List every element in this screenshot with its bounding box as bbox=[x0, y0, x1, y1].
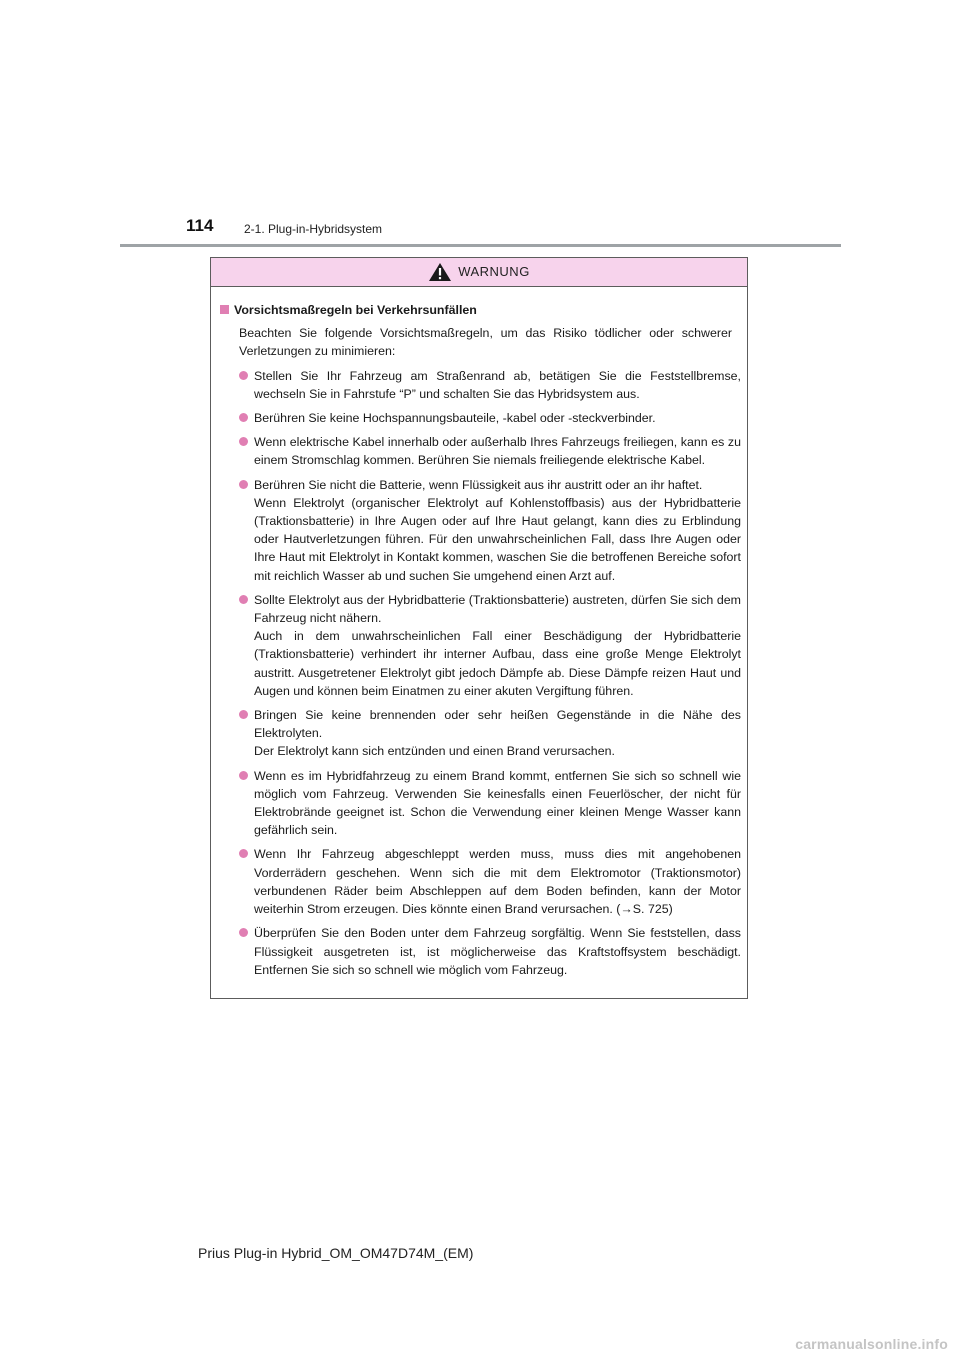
bullet-paragraph: Wenn es im Hybridfahrzeug zu einem Brand kommt, entfernen Sie sich so schnell wie möglich vom Fahrzeug. Verwenden Sie keinesfalls einen Feuerlöscher, der nicht für Elektrobrände geeignet ist. Schon die Verwendung einer kleinen Menge Wasser kann gefährlich sein. bbox=[254, 768, 741, 838]
bullet-item bbox=[239, 767, 741, 840]
bullet-text bbox=[254, 767, 741, 840]
watermark: carmanualsonline.info bbox=[795, 1336, 948, 1352]
warning-box bbox=[210, 257, 748, 999]
bullet-text bbox=[254, 845, 741, 918]
bullet-text bbox=[254, 476, 741, 585]
bullet-paragraph: Stellen Sie Ihr Fahrzeug am Straßenrand ab, betätigen Sie die Feststellbremse, wechseln Sie in Fahrstufe “P” und schalten Sie das Hybridsystem aus. bbox=[254, 368, 741, 401]
bullet-paragraph: Bringen Sie keine brennenden oder sehr heißen Gegenstände in die Nähe des Elektrolyten. bbox=[254, 708, 741, 741]
circle-bullet-icon bbox=[239, 928, 248, 937]
warning-heading: Vorsichtsmaßregeln bei Verkehrsunfällen bbox=[234, 303, 477, 317]
bullet-item bbox=[239, 706, 741, 761]
bullet-item bbox=[239, 845, 741, 918]
warning-label: WARNUNG bbox=[458, 264, 530, 279]
circle-bullet-icon bbox=[239, 480, 248, 489]
bullet-text bbox=[254, 924, 741, 979]
warning-header bbox=[211, 258, 747, 287]
circle-bullet-icon bbox=[239, 710, 248, 719]
circle-bullet-icon bbox=[239, 595, 248, 604]
bullet-paragraph: Wenn Elektrolyt (organischer Elektrolyt auf Kohlenstoffbasis) aus der Hybridbatterie (Traktionsbatterie) in Ihre Augen oder auf Ihre Haut gelangt, kann dies zu Erblindung oder Hautverletzungen führen. Für den unwahrscheinlichen Fall, dass Ihre Augen oder Ihre Haut mit Elektrolyt in Kontakt kommen, waschen Sie die betroffenen Bereiche sofort mit reichlich Wasser ab und suchen Sie umgehend einen Arzt auf. bbox=[254, 495, 741, 583]
warning-heading-row bbox=[220, 301, 741, 319]
circle-bullet-icon bbox=[239, 371, 248, 380]
circle-bullet-icon bbox=[239, 849, 248, 858]
document-id: Prius Plug-in Hybrid_OM_OM47D74M_(EM) bbox=[198, 1245, 474, 1261]
bullet-text bbox=[254, 433, 741, 469]
bullet-paragraph: Wenn Ihr Fahrzeug abgeschleppt werden muss, muss dies mit angehobenen Vorderrädern geschehen. Wenn sich die mit dem Elektromotor (Traktionsmotor) verbundenen Räder beim Abschleppen auf dem Boden befinden, kann der Motor weiterhin Strom erzeugen. Dies könnte einen Brand verursachen. (→S. 725) bbox=[254, 847, 741, 917]
bullet-item bbox=[239, 476, 741, 585]
circle-bullet-icon bbox=[239, 437, 248, 446]
warning-triangle-icon bbox=[428, 262, 452, 282]
bullet-paragraph: Berühren Sie keine Hochspannungsbauteile, -kabel oder -steckverbinder. bbox=[254, 411, 656, 426]
bullet-paragraph: Der Elektrolyt kann sich entzünden und einen Brand verursachen. bbox=[254, 744, 615, 759]
bullet-item bbox=[239, 433, 741, 469]
bullet-text bbox=[254, 591, 741, 700]
bullet-item bbox=[239, 924, 741, 979]
warning-intro: Beachten Sie folgende Vorsichtsmaßregeln, um das Risiko tödlicher oder schwerer Verletzungen zu minimieren: bbox=[239, 326, 732, 359]
circle-bullet-icon bbox=[239, 771, 248, 780]
bullet-item bbox=[239, 409, 741, 427]
bullet-item bbox=[239, 367, 741, 403]
section-title: 2-1. Plug-in-Hybridsystem bbox=[244, 222, 383, 236]
header-divider bbox=[120, 244, 841, 247]
page-number: 114 bbox=[186, 216, 214, 235]
circle-bullet-icon bbox=[239, 413, 248, 422]
warning-body bbox=[211, 287, 747, 979]
square-bullet-icon bbox=[220, 305, 229, 314]
bullet-paragraph: Überprüfen Sie den Boden unter dem Fahrzeug sorgfältig. Wenn Sie feststellen, dass Flüssigkeit ausgetreten ist, ist möglicherweise das Kraftstoffsystem beschädigt. Entfernen Sie sich so schnell wie möglich vom Fahrzeug. bbox=[254, 926, 741, 977]
warning-bullet-list bbox=[220, 367, 741, 979]
bullet-paragraph: Wenn elektrische Kabel innerhalb oder außerhalb Ihres Fahrzeugs freiliegen, kann es zu einem Stromschlag kommen. Berühren Sie niemals freiliegende elektrische Kabel. bbox=[254, 435, 741, 468]
bullet-text bbox=[254, 367, 741, 403]
bullet-text bbox=[254, 409, 741, 427]
bullet-paragraph: Berühren Sie nicht die Batterie, wenn Flüssigkeit aus ihr austritt oder an ihr haftet. bbox=[254, 477, 703, 492]
bullet-paragraph: Sollte Elektrolyt aus der Hybridbatterie (Traktionsbatterie) austreten, dürfen Sie sich dem Fahrzeug nicht nähern. bbox=[254, 592, 741, 626]
bullet-text bbox=[254, 706, 741, 761]
bullet-item bbox=[239, 591, 741, 700]
bullet-paragraph: Auch in dem unwahrscheinlichen Fall einer Beschädigung der Hybridbatterie (Traktionsbatterie) verhindert ihr interner Aufbau, dass eine große Menge Elektrolyt austritt. Ausgetretener Elektrolyt gibt jedoch Dämpfe ab. Diese Dämpfe reizen Haut und Augen und können beim Einatmen zu einer akuten Vergiftung führen. bbox=[254, 629, 741, 698]
